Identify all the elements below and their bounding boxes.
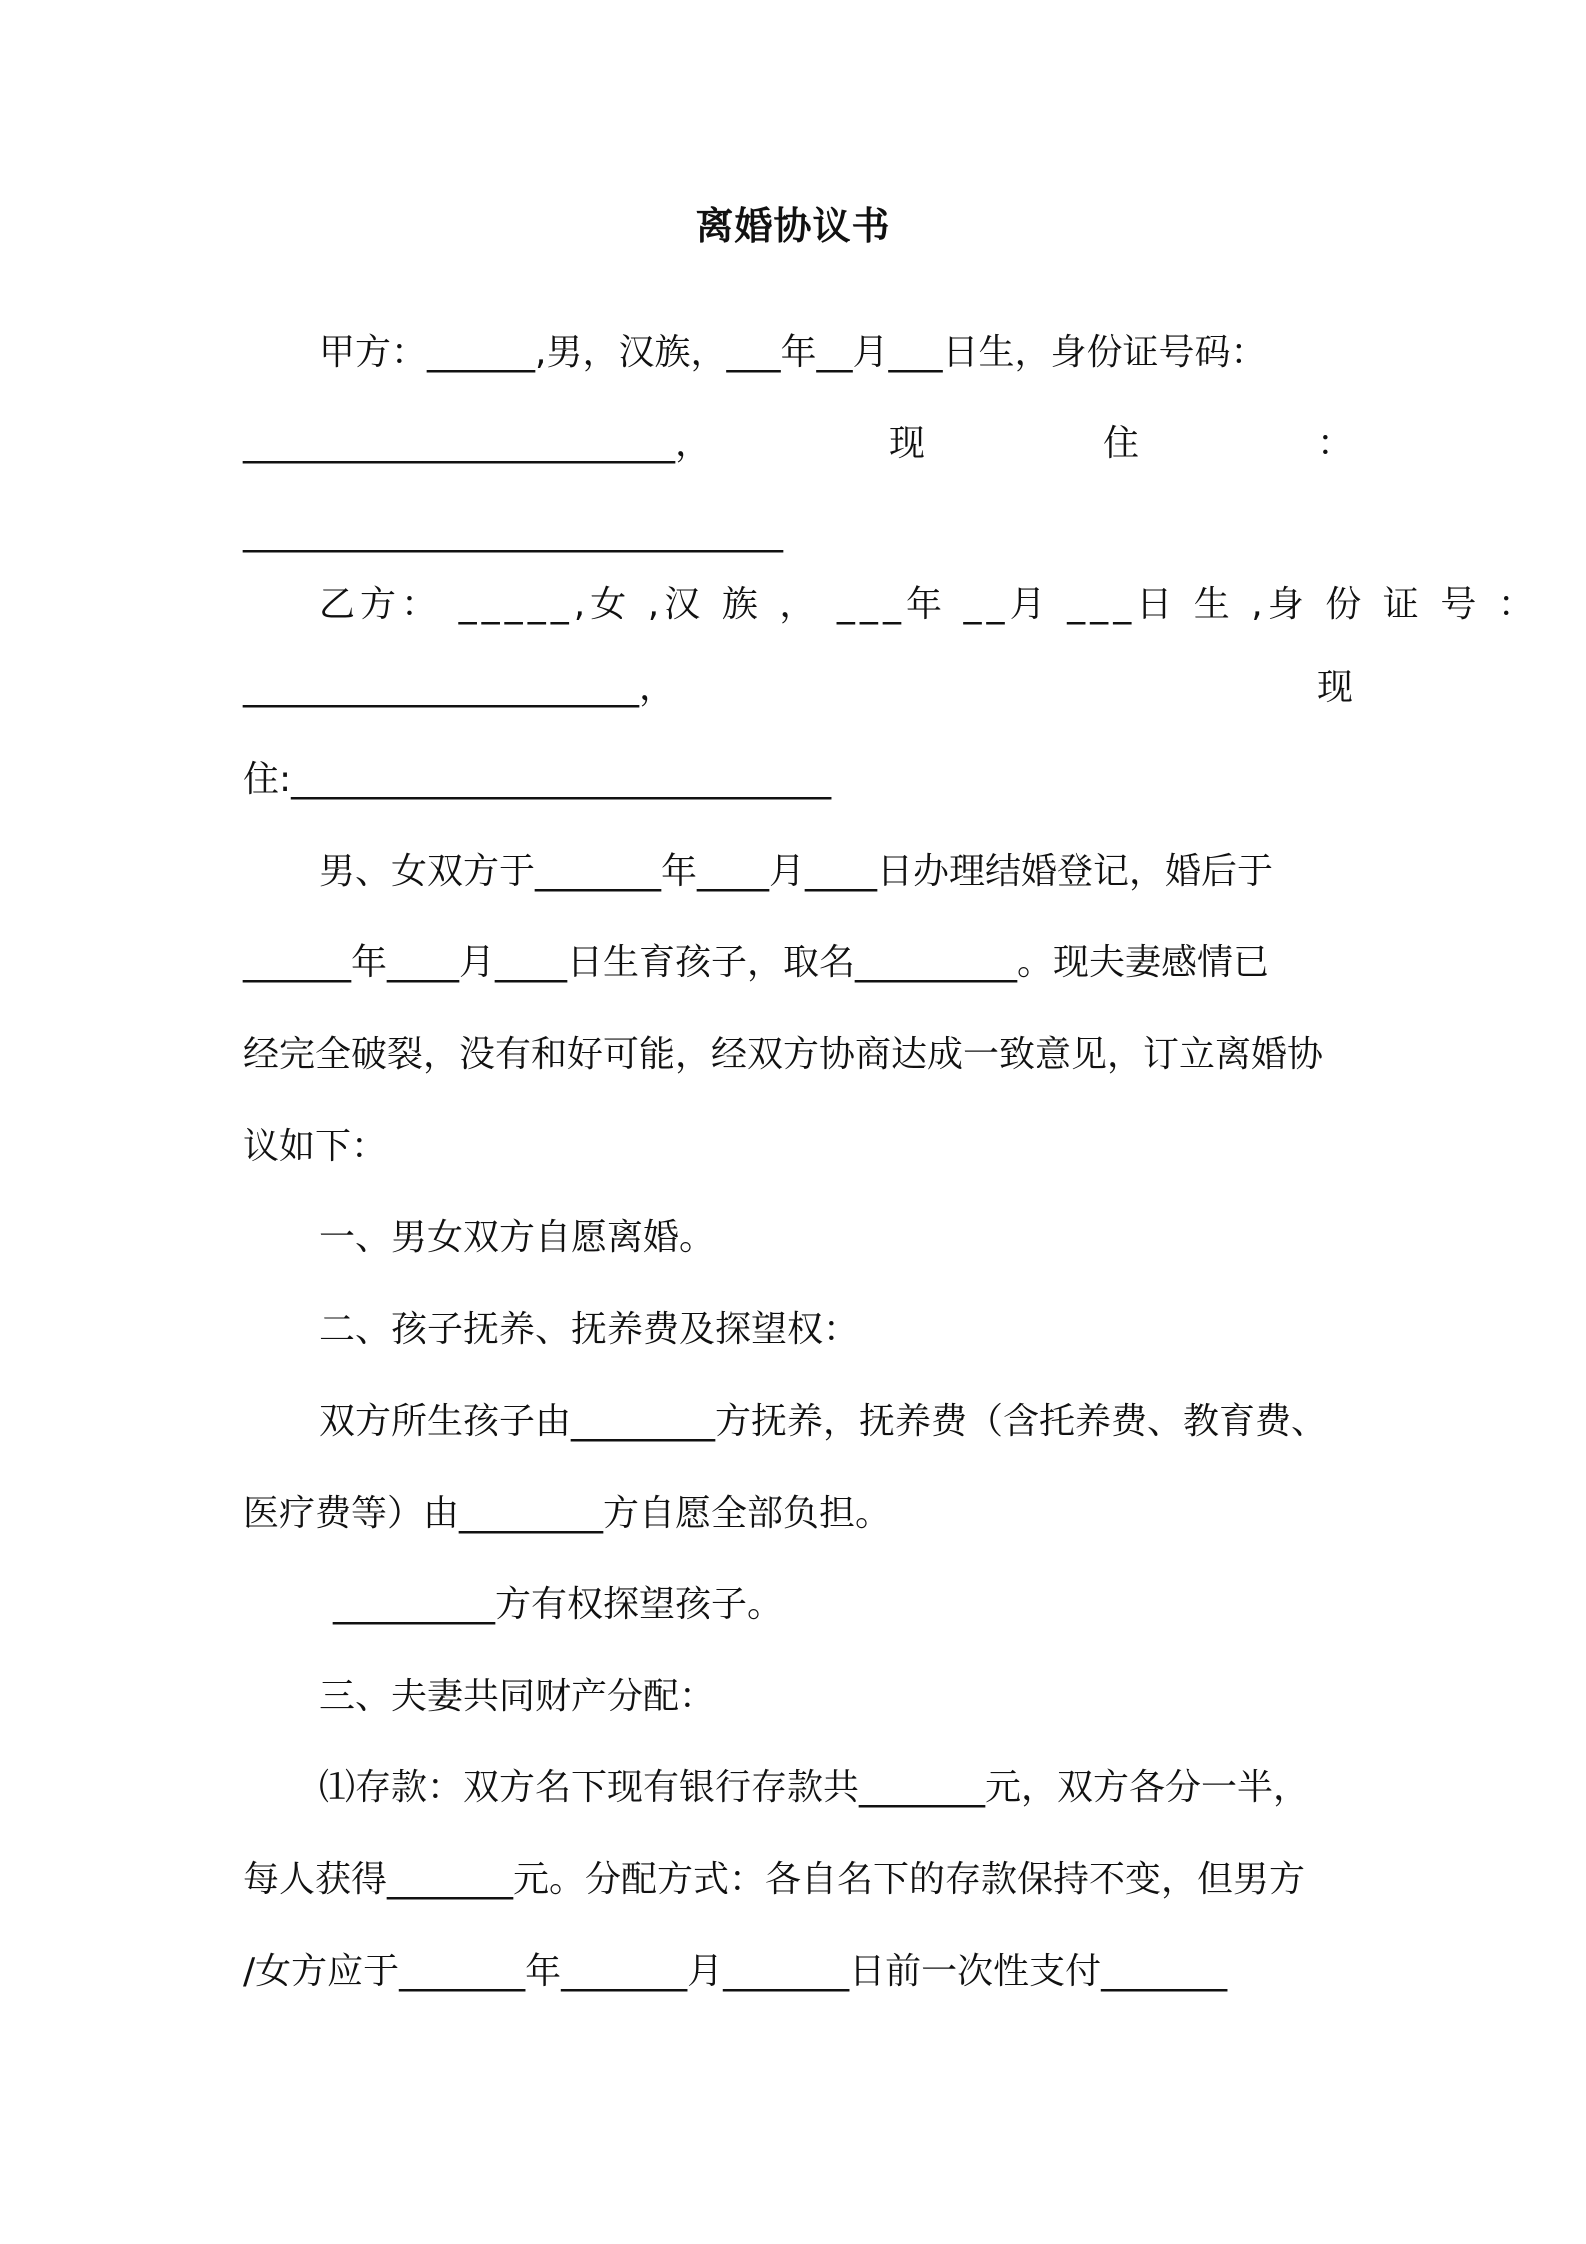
party-b-address-line: 住:______________________________ <box>243 759 832 800</box>
clause-three-heading: 三、夫妻共同财产分配： <box>319 1676 716 1717</box>
party-b-line: 乙方： _____,女 ,汉 族 ， ___年 __月 ___日 生 ,身 份 证 号 ： <box>319 584 1539 625</box>
party-b-address-char: 现 <box>1316 667 1353 708</box>
address-char-1: 现 <box>888 423 925 464</box>
savings-distribution-line: 每人获得_______元。分配方式：各自名下的存款保持不变，但男方 <box>243 1859 1306 1900</box>
address-colon: ： <box>1316 423 1353 464</box>
payment-date-line: /女方应于_______年_______月_______日前一次性支付_______ <box>243 1951 1228 1992</box>
clause-two-heading: 二、孩子抚养、抚养费及探望权： <box>319 1309 860 1350</box>
clause-one: 一、男女双方自愿离婚。 <box>319 1217 716 1258</box>
party-a-line: 甲方：______,男，汉族，___年__月___日生，身份证号码： <box>319 332 1267 373</box>
agreement-intro-line: 议如下： <box>243 1126 388 1167</box>
child-custody-line: 双方所生孩子由________方抚养，抚养费（含托养费、教育费、 <box>319 1401 1328 1442</box>
visitation-line: _________方有权探望孩子。 <box>333 1584 784 1625</box>
party-a-id-address-line <box>243 414 1353 474</box>
party-b-id-line <box>243 658 1353 718</box>
child-support-line: 医疗费等）由________方自愿全部负担。 <box>243 1493 892 1534</box>
savings-line: ⑴存款：双方名下现有银行存款共_______元，双方各分一半， <box>319 1767 1310 1808</box>
id-number-blank: ________________________， <box>243 423 711 464</box>
marriage-registration-line: 男、女双方于_______年____月____日办理结婚登记，婚后于 <box>319 851 1274 892</box>
address-char-2: 住 <box>1102 423 1139 464</box>
child-birth-line: ______年____月____日生育孩子，取名_________。现夫妻感情已 <box>243 942 1270 983</box>
relationship-breakdown-line: 经完全破裂，没有和好可能，经双方协商达成一致意见，订立离婚协 <box>243 1034 1324 1075</box>
party-b-id-blank: ______________________， <box>243 667 675 708</box>
party-a-address-blank: ______________________________ <box>243 512 783 553</box>
document-title: 离婚协议书 <box>695 204 891 248</box>
